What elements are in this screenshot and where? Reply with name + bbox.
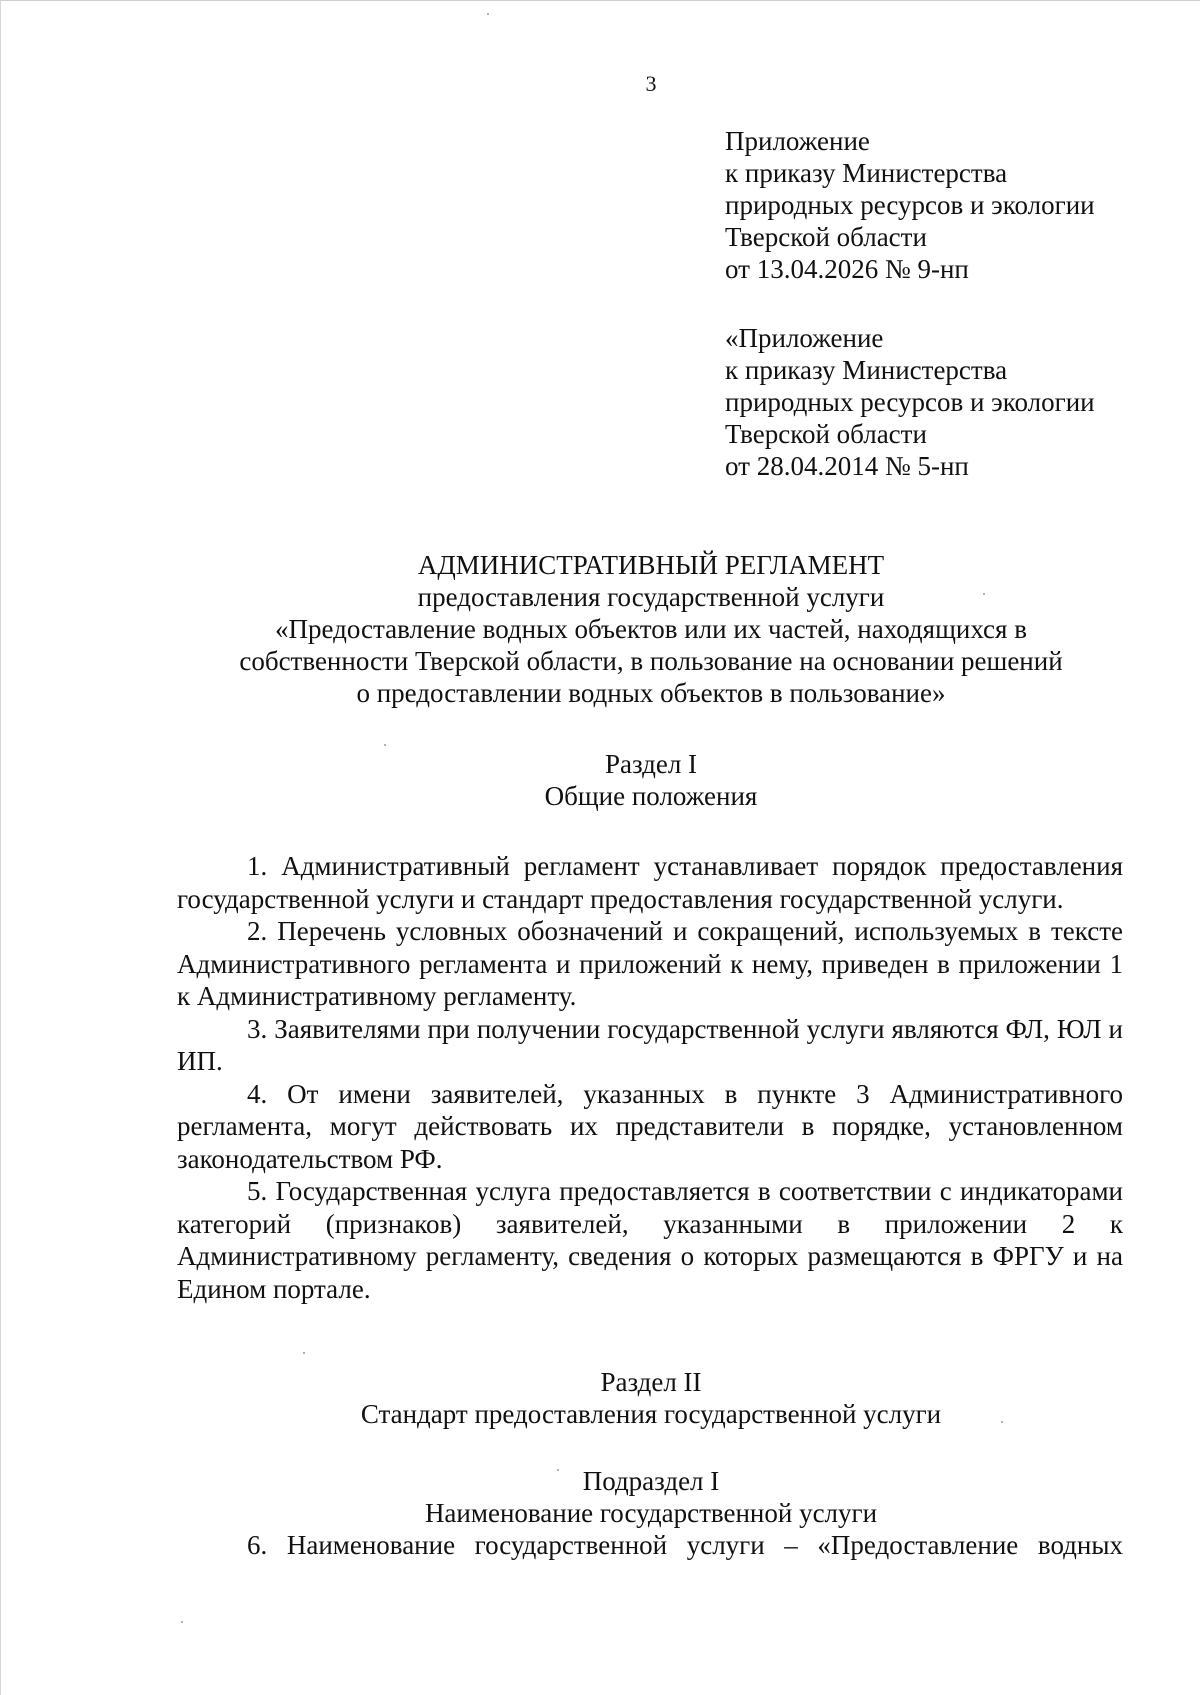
paragraph-2: 2. Перечень условных обозначений и сокращений, используемых в тексте Административного регламента и приложений к нему, приведен в приложении 1 к Административному регламенту. (177, 916, 1123, 1011)
appendix-line: «Приложение (725, 323, 884, 353)
regulation-title (151, 549, 1151, 709)
appendix-line: к приказу Министерства (725, 355, 1008, 385)
section-number: Раздел I (604, 749, 698, 779)
regulation-subtitle-line: собственности Тверской области, в пользование на основании решений (239, 646, 1063, 676)
appendix-line: природных ресурсов и экологии (725, 190, 1095, 220)
subsection-number: Подраздел I (582, 1466, 720, 1496)
appendix-header-current (725, 125, 1095, 285)
paragraph-3: 3. Заявителями при получении государственной услуги являются ФЛ, ЮЛ и ИП. (177, 1013, 1123, 1076)
regulation-subtitle-line: «Предоставление водных объектов или их частей, находящихся в (275, 614, 1027, 644)
paragraph-1: 1. Административный регламент устанавливает порядок предоставления государственной услуги и стандарт предоставления государственной услуги. (177, 851, 1123, 914)
appendix-date-number: от 13.04.2026 № 9-нп (725, 254, 969, 284)
general-provisions-body (177, 850, 1123, 1305)
appendix-line: Приложение (725, 126, 870, 156)
appendix-date-number: от 28.04.2014 № 5-нп (725, 451, 969, 481)
appendix-line: природных ресурсов и экологии (725, 387, 1095, 417)
appendix-header-original (725, 322, 1095, 482)
section-number: Раздел II (600, 1367, 702, 1397)
paragraph-6: 6. Наименование государственной услуги – «Предоставление водных (247, 1530, 1123, 1560)
section-title: Общие положения (544, 781, 758, 811)
appendix-line: Тверской области (725, 419, 927, 449)
page-number: 3 (645, 71, 657, 96)
section-1-heading (151, 748, 1151, 812)
paragraph-4: 4. От имени заявителей, указанных в пункте 3 Административного регламента, могут действовать их представители в порядке, установленном законодательством РФ. (177, 1078, 1123, 1174)
subsection-1-heading (151, 1465, 1151, 1529)
section-title: Стандарт предоставления государственной услуги (360, 1399, 942, 1429)
appendix-line: к приказу Министерства (725, 158, 1008, 188)
paragraph-5: 5. Государственная услуга предоставляется в соответствии с индикаторами категорий (признаков) заявителей, указанными в приложении 2 к Административному регламенту, сведения о которых размещаются в ФРГУ и на Едином портале. (177, 1176, 1123, 1304)
appendix-line: Тверской области (725, 222, 927, 252)
regulation-heading: АДМИНИСТРАТИВНЫЙ РЕГЛАМЕНТ (417, 550, 885, 580)
regulation-subtitle-line: предоставления государственной услуги (417, 582, 885, 612)
regulation-subtitle-line: о предоставлении водных объектов в пользование» (356, 678, 946, 708)
subsection-title: Наименование государственной услуги (424, 1498, 878, 1528)
